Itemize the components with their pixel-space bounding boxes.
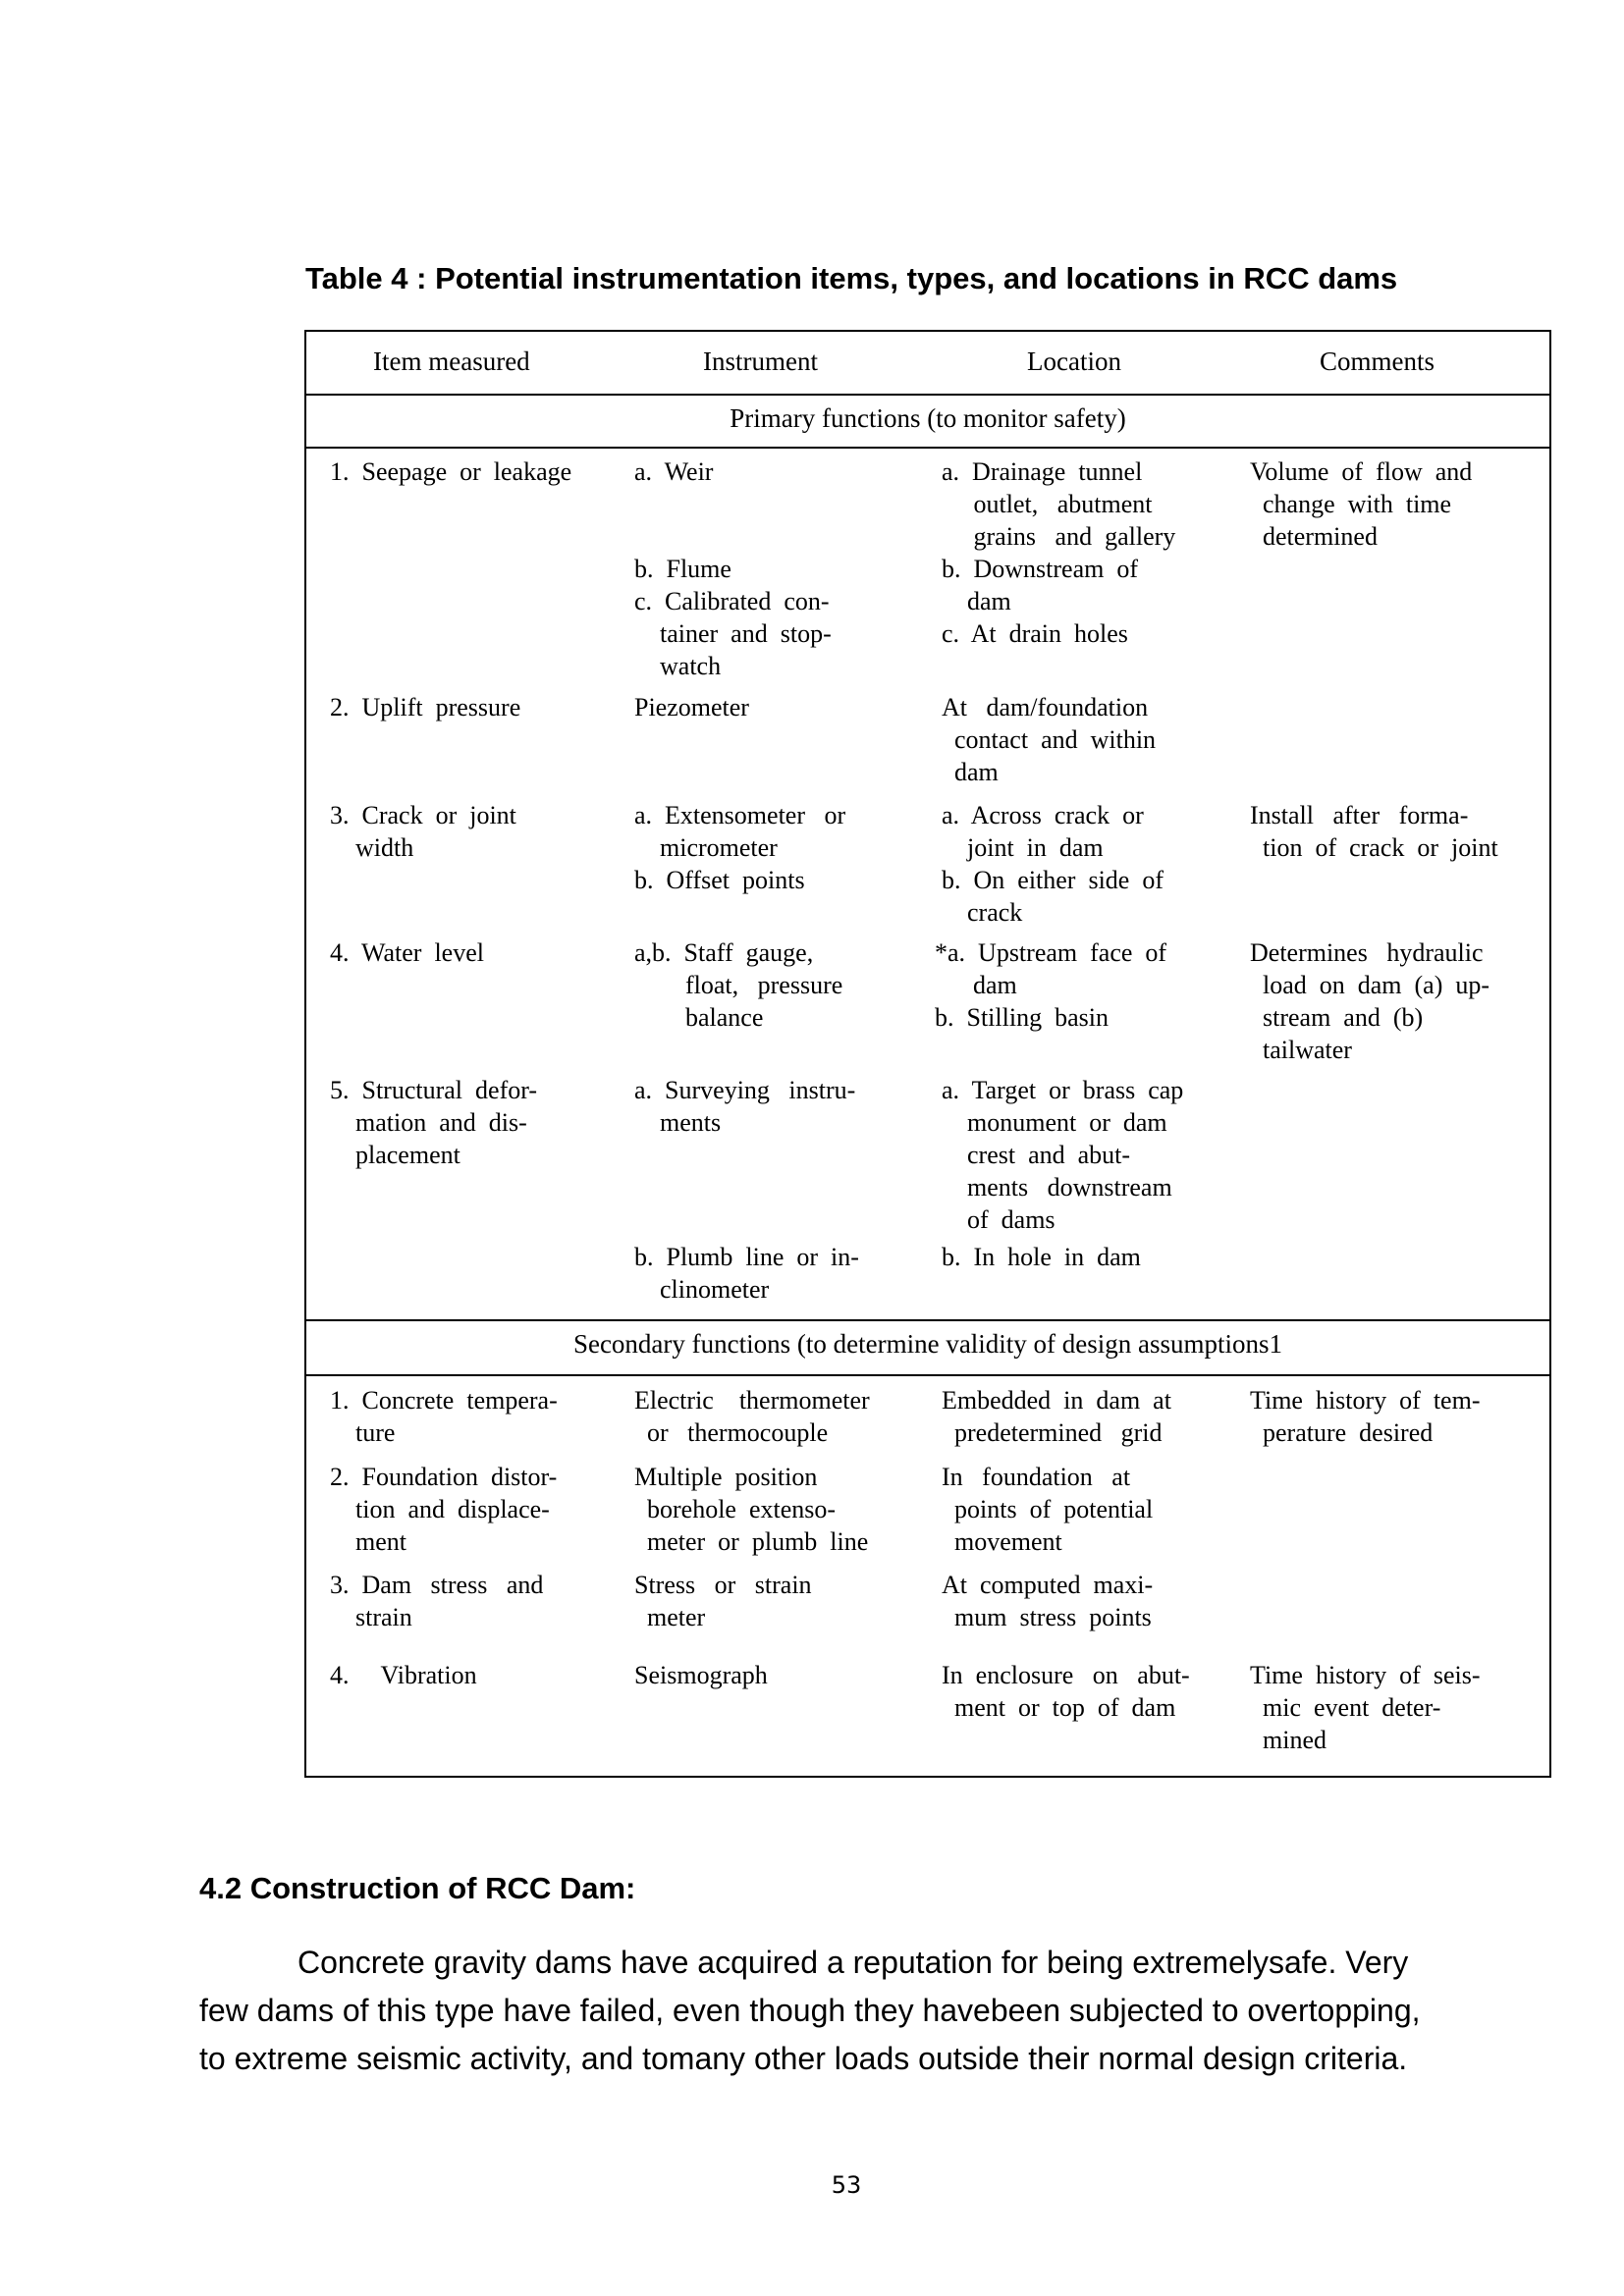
cell-p1-item: 1. Seepage or leakage: [330, 457, 572, 486]
cell-s2-instrument: Multiple position borehole extenso- meter or plumb line: [634, 1463, 869, 1556]
cell-p5-instrument-a: a. Surveying instru- ments: [634, 1076, 856, 1137]
cell-p4-location: *a. Upstream face of dam b. Stilling basin: [935, 938, 1167, 1032]
cell-s2-item: 2. Foundation distor- tion and displace- ment: [330, 1463, 558, 1556]
cell-p4-item: 4. Water level: [330, 938, 484, 967]
cell-p3-item: 3. Crack or joint width: [330, 801, 516, 862]
cell-s3-instrument: Stress or strain meter: [634, 1571, 812, 1631]
cell-p1-location-a: a. Drainage tunnel outlet, abutment grains and gallery: [942, 457, 1176, 551]
paragraph-line-2: few dams of this type have failed, even though they havebeen subjected to overtopping,: [199, 1993, 1421, 2028]
page-number: 53: [831, 2171, 862, 2199]
cell-p5-item: 5. Structural defor- mation and dis- placement: [330, 1076, 538, 1169]
rule: [306, 447, 1549, 449]
cell-s1-comments: Time history of tem- perature desired: [1250, 1386, 1481, 1447]
secondary-functions-band: Secondary functions (to determine validity of design assumptions1: [572, 1329, 1283, 1359]
cell-p3-location: a. Across crack or joint in dam b. On either side of crack: [942, 801, 1164, 927]
header-location: Location: [1027, 347, 1121, 376]
cell-s1-location: Embedded in dam at predetermined grid: [942, 1386, 1171, 1447]
cell-p1-comments: Volume of flow and change with time determined: [1250, 457, 1473, 551]
cell-s4-item: 4. Vibration: [330, 1661, 477, 1689]
cell-p2-instrument: Piezometer: [634, 693, 749, 721]
cell-p4-instrument: a,b. Staff gauge, float, pressure balance: [634, 938, 843, 1032]
rule: [306, 394, 1549, 396]
instrumentation-table: [304, 330, 1551, 1778]
cell-s3-item: 3. Dam stress and strain: [330, 1571, 544, 1631]
rule: [306, 1374, 1549, 1376]
cell-s2-location: In foundation at points of potential movement: [942, 1463, 1154, 1556]
table-caption: Table 4 : Potential instrumentation items, types, and locations in RCC dams: [305, 261, 1398, 295]
cell-p3-instrument: a. Extensometer or micrometer b. Offset points: [634, 801, 846, 894]
cell-p1-instrument-bc: b. Flume c. Calibrated con- tainer and stop- watch: [634, 555, 832, 680]
cell-p4-comments: Determines hydraulic load on dam (a) up- stream and (b) tailwater: [1250, 938, 1490, 1064]
cell-s4-comments: Time history of seis- mic event deter- mined: [1250, 1661, 1481, 1754]
cell-s1-item: 1. Concrete tempera- ture: [330, 1386, 558, 1447]
rule: [306, 1319, 1549, 1321]
cell-s3-location: At computed maxi- mum stress points: [942, 1571, 1154, 1631]
cell-s4-instrument: Seismograph: [634, 1661, 768, 1689]
cell-p3-comments: Install after forma- tion of crack or joint: [1250, 801, 1498, 862]
cell-p2-location: At dam/foundation contact and within dam: [942, 693, 1157, 786]
cell-s4-location: In enclosure on abut- ment or top of dam: [942, 1661, 1190, 1722]
cell-p1-instrument-a: a. Weir: [634, 457, 714, 486]
cell-p5-location-a: a. Target or brass cap monument or dam crest and abut- ments downstream of dams: [942, 1076, 1184, 1234]
cell-p5-location-b: b. In hole in dam: [942, 1243, 1141, 1271]
cell-p2-item: 2. Uplift pressure: [330, 693, 521, 721]
section-heading: 4.2 Construction of RCC Dam:: [199, 1871, 636, 1905]
header-item-measured: Item measured: [373, 347, 530, 376]
cell-s1-instrument: Electric thermometer or thermocouple: [634, 1386, 870, 1447]
cell-p5-instrument-b: b. Plumb line or in- clinometer: [634, 1243, 859, 1304]
primary-functions-band: Primary functions (to monitor safety): [730, 403, 1126, 433]
paragraph-line-1: Concrete gravity dams have acquired a reputation for being extremelysafe. Very: [298, 1945, 1409, 1980]
paragraph-line-3: to extreme seismic activity, and tomany other loads outside their normal design criteria.: [199, 2041, 1408, 2076]
cell-p1-location-bc: b. Downstream of dam c. At drain holes: [942, 555, 1139, 648]
header-instrument: Instrument: [703, 347, 818, 376]
header-comments: Comments: [1320, 347, 1435, 376]
